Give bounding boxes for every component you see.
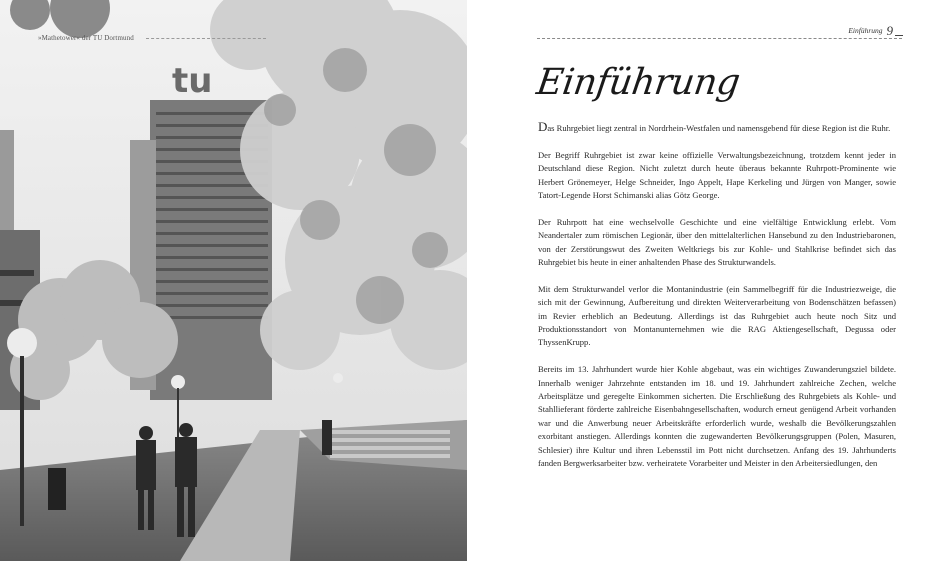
tower-photo bbox=[0, 0, 467, 561]
paragraph: Der Begriff Ruhrgebiet ist zwar keine offizielle Verwaltungsbezeichnung, trotzdem kennt jeder in Deutschland diese Region. Nicht zuletzt durch heute überaus bekannte Ruhrpott-Prominente wie Herbert Grönemeyer, Helge Schneider, Ingo Appelt, Hape Kerkeling und Jürgen von Manger, sowie Tatort-Legende Horst Schimanski alias Götz George. bbox=[538, 149, 896, 201]
page-number: 9 bbox=[886, 23, 893, 38]
chapter-name: Einführung bbox=[848, 26, 883, 35]
photo-caption: »Mathetower« der TU Dortmund bbox=[38, 34, 134, 42]
body-text bbox=[538, 119, 896, 484]
header-tick bbox=[895, 35, 903, 42]
paragraph: Mit dem Strukturwandel verlor die Montanindustrie (ein Sammelbegriff für die Industriezweige, die sich mit der Gewinnung, Aufbereitung und direkten Weiterverarbeitung von Bodenschätzen befassen) im Revier erheblich an Bedeutung. Allerdings ist das Ruhrgebiet auch heute noch Sitz und Produktionsstandort von Montanunternehmen wie die RAG Aktiengesellschaft, Degussa oder ThyssenKrupp. bbox=[538, 283, 896, 348]
page-title: Einführung bbox=[534, 62, 743, 103]
paragraph: Das Ruhrgebiet liegt zentral in Nordrhein-Westfalen und namensgebend für diese Region ist die Ruhr. bbox=[538, 119, 891, 134]
paragraph: Bereits im 13. Jahrhundert wurde hier Kohle abgebaut, was ein wichtiges Zuwanderungsziel bildete. Innerhalb weniger Jahrzehnte entstanden im 18. und 19. Jahrhundert zahlreiche Zechen, welche Arbeitsplätze und geregelte Einkommen sicherten. Die Erschließung des Ruhrgebiets als Kohle- und Stahllieferant förderte zahlreiche Eisenbahngesellschaften, wodurch erneut genügend Arbeit vorhanden war und die Anwerbung neuer Arbeitskräfte erforderlich wurde, weshalb die Bevölkerungszahlen exorbitant anstiegen. Allerdings konnten die zugewanderten Bevölkerungsgruppen (Polen, Masuren, Schlesier) ihre Kultur und ihren Lebensstil im Pott nicht durchsetzen. Anfang des 19. Jahrhunderts fanden Bergwerksarbeiter bzw. verheiratete Vorarbeiter und Meister in den Arbeitersiedlungen, den bbox=[538, 364, 896, 469]
header-divider bbox=[537, 38, 902, 39]
drop-cap: D bbox=[538, 119, 548, 134]
photo-illustration bbox=[0, 0, 467, 561]
paragraph: Der Ruhrpott hat eine wechselvolle Geschichte und eine vielfältige Entwicklung erlebt. Vom Neandertaler zum römischen Legionär, über den mittelalterlichen Hansebund zu den Industriebaronen, von der Zerstörungswut des Zweiten Weltkriegs bis zur Kohle- und Stahlkrise befindet sich das Ruhrgebiet bis heute in einer anhaltenden Phase des Strukturwandels. bbox=[538, 216, 896, 268]
caption-divider bbox=[146, 38, 266, 39]
tu-logo: tu bbox=[172, 61, 213, 101]
running-header bbox=[848, 23, 893, 39]
text-page bbox=[471, 0, 935, 561]
